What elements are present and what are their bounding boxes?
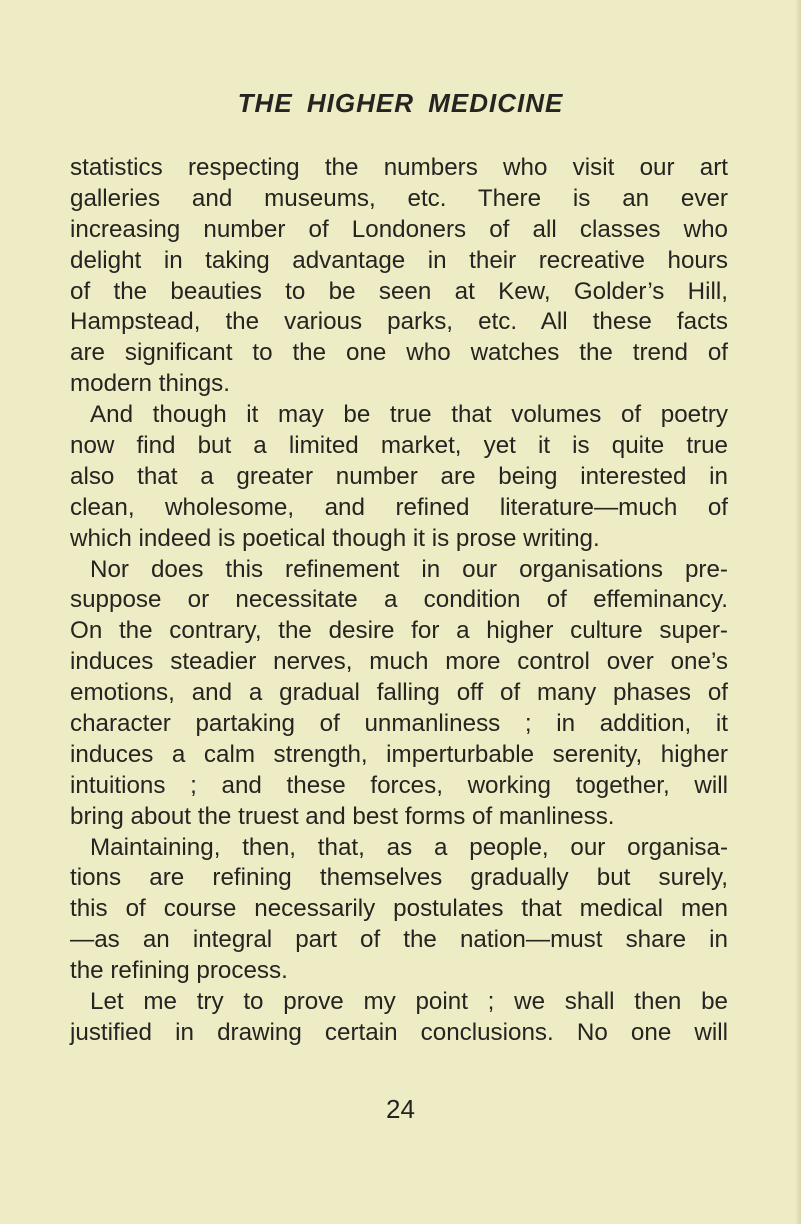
text-line: Nor does this refinement in our organisations pre- xyxy=(90,555,728,583)
text-line: Let me try to prove my point ; we shall then be xyxy=(90,988,728,1016)
text-line: tions are refining themselves gradually but surely, xyxy=(70,864,728,892)
text-line: statistics respecting the numbers who visit our art xyxy=(70,154,728,181)
text-line: this of course necessarily postulates that medical men xyxy=(70,895,728,923)
body-text xyxy=(70,153,728,1049)
text-line: And though it may be true that volumes of poetry xyxy=(90,401,728,429)
text-line: suppose or necessitate a condition of effeminancy. xyxy=(70,586,728,614)
text-line: also that a greater number are being interested in xyxy=(70,462,728,490)
text-line: galleries and museums, etc. There is an ever xyxy=(70,184,728,212)
text-line: of the beauties to be seen at Kew, Golder’s Hill, xyxy=(70,277,728,305)
text-line: delight in taking advantage in their recreative hours xyxy=(70,246,728,274)
text-line: intuitions ; and these forces, working together, will xyxy=(70,771,728,799)
running-head: THE HIGHER MEDICINE xyxy=(237,88,564,118)
page-number: 24 xyxy=(386,1094,415,1124)
text-line: modern things. xyxy=(70,370,230,398)
text-line: bring about the truest and best forms of manliness. xyxy=(70,802,615,830)
text-line: Hampstead, the various parks, etc. All these facts xyxy=(70,308,728,336)
text-line: the refining process. xyxy=(70,957,288,985)
text-line: increasing number of Londoners of all classes who xyxy=(70,215,728,243)
text-line: emotions, and a gradual falling off of many phases of xyxy=(70,679,728,707)
text-line: now find but a limited market, yet it is quite true xyxy=(70,432,728,460)
text-line: —as an integral part of the nation—must share in xyxy=(70,926,728,954)
text-line: character partaking of unmanliness ; in addition, it xyxy=(70,710,728,738)
text-line: induces steadier nerves, much more control over one’s xyxy=(70,648,728,676)
text-line: clean, wholesome, and refined literature—much of xyxy=(70,493,728,521)
text-line: are significant to the one who watches the trend of xyxy=(70,339,728,367)
text-line: induces a calm strength, imperturbable serenity, higher xyxy=(70,740,728,768)
text-line: which indeed is poetical though it is prose writing. xyxy=(70,524,600,552)
text-line: justified in drawing certain conclusions. No one will xyxy=(70,1018,728,1046)
page-edge-shadow xyxy=(795,0,801,1224)
text-line: Maintaining, then, that, as a people, our organisa- xyxy=(90,833,728,861)
text-line: On the contrary, the desire for a higher culture super- xyxy=(70,617,728,645)
